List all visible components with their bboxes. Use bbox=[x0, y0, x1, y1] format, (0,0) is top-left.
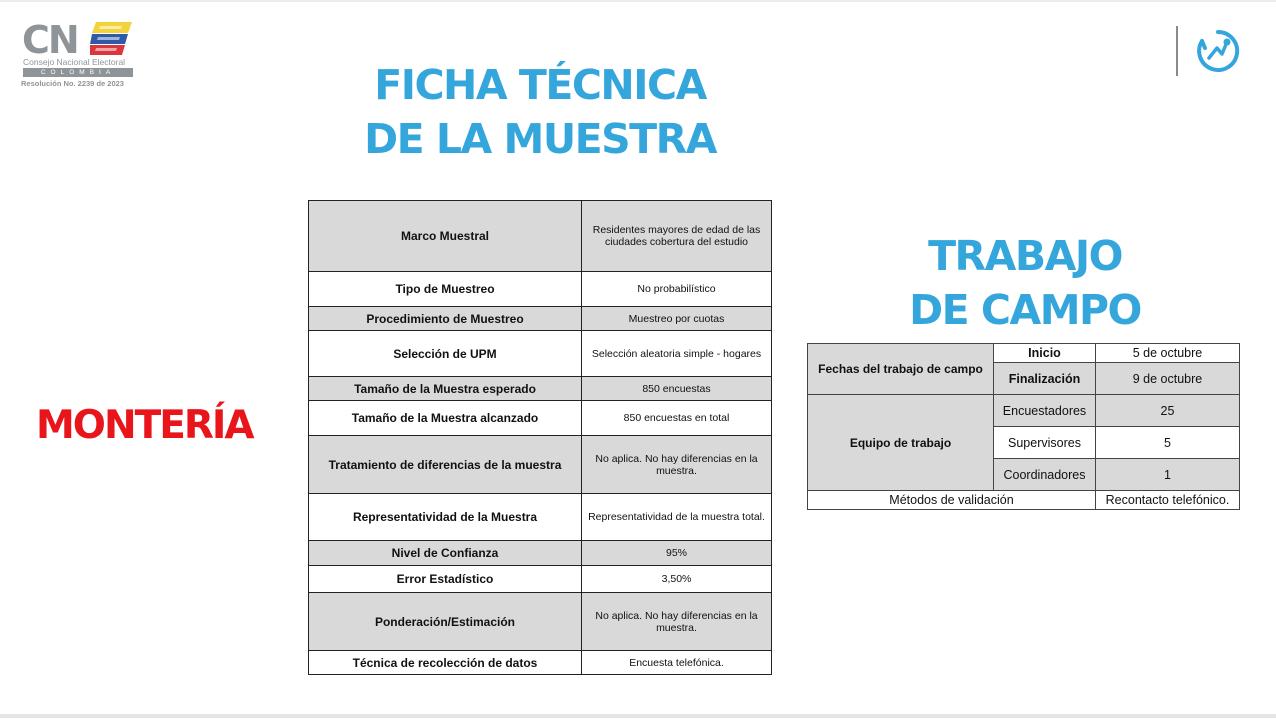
circular-d-logo-icon bbox=[1195, 28, 1241, 74]
cne-name: Consejo Nacional Electoral bbox=[23, 57, 126, 67]
row-label: Nivel de Confianza bbox=[309, 541, 582, 566]
table-row bbox=[808, 395, 1240, 427]
row-label: Tipo de Muestreo bbox=[309, 272, 582, 307]
row-value: Selección aleatoria simple - hogares bbox=[582, 331, 772, 377]
row-label: Selección de UPM bbox=[309, 331, 582, 377]
row-label: Tamaño de la Muestra esperado bbox=[309, 377, 582, 401]
row-value: No aplica. No hay diferencias en la muestra. bbox=[582, 593, 772, 651]
cne-logo-letters: CN bbox=[22, 18, 78, 62]
table-row bbox=[309, 331, 772, 377]
equipo-count: 1 bbox=[1096, 459, 1240, 491]
equipo-role: Supervisores bbox=[994, 427, 1096, 459]
row-value: Residentes mayores de edad de las ciudades cobertura del estudio bbox=[582, 201, 772, 272]
row-label: Tamaño de la Muestra alcanzado bbox=[309, 401, 582, 436]
validacion-value: Recontacto telefónico. bbox=[1096, 491, 1240, 510]
top-border bbox=[0, 0, 1276, 2]
finalizacion-label: Finalización bbox=[994, 363, 1096, 395]
cne-country: COLOMBIA bbox=[23, 68, 133, 77]
logo-divider bbox=[1176, 26, 1178, 76]
row-value: 850 encuestas bbox=[582, 377, 772, 401]
trabajo-title-line2: DE CAMPO bbox=[909, 286, 1141, 334]
table-row bbox=[309, 307, 772, 331]
table-row bbox=[808, 491, 1240, 510]
row-value: No aplica. No hay diferencias en la muestra. bbox=[582, 436, 772, 494]
bottom-border bbox=[0, 714, 1276, 718]
table-row bbox=[309, 541, 772, 566]
equipo-role: Encuestadores bbox=[994, 395, 1096, 427]
row-label: Técnica de recolección de datos bbox=[309, 651, 582, 675]
ficha-tecnica-table bbox=[308, 200, 772, 675]
row-label: Procedimiento de Muestreo bbox=[309, 307, 582, 331]
table-row bbox=[309, 593, 772, 651]
table-row bbox=[309, 494, 772, 541]
row-value: 850 encuestas en total bbox=[582, 401, 772, 436]
fechas-label: Fechas del trabajo de campo bbox=[808, 344, 994, 395]
inicio-value: 5 de octubre bbox=[1096, 344, 1240, 363]
equipo-count: 25 bbox=[1096, 395, 1240, 427]
ficha-title-line1: FICHA TÉCNICA bbox=[374, 61, 706, 109]
row-label: Marco Muestral bbox=[309, 201, 582, 272]
table-row bbox=[309, 201, 772, 272]
row-value: Representatividad de la muestra total. bbox=[582, 494, 772, 541]
inicio-label: Inicio bbox=[994, 344, 1096, 363]
table-row bbox=[309, 401, 772, 436]
row-label: Ponderación/Estimación bbox=[309, 593, 582, 651]
cne-logo bbox=[20, 20, 140, 90]
ficha-title-line2: DE LA MUESTRA bbox=[364, 115, 716, 163]
cne-resolution: Resolución No. 2239 de 2023 bbox=[21, 79, 124, 88]
row-value: Encuesta telefónica. bbox=[582, 651, 772, 675]
table-row bbox=[808, 344, 1240, 363]
equipo-label: Equipo de trabajo bbox=[808, 395, 994, 491]
row-value: 95% bbox=[582, 541, 772, 566]
row-label: Error Estadístico bbox=[309, 566, 582, 593]
trabajo-title-line1: TRABAJO bbox=[928, 232, 1122, 280]
trabajo-campo-table bbox=[807, 343, 1240, 510]
table-row bbox=[309, 272, 772, 307]
table-row bbox=[309, 566, 772, 593]
table-row bbox=[309, 377, 772, 401]
validacion-label: Métodos de validación bbox=[808, 491, 1096, 510]
cne-flag-icon bbox=[90, 22, 132, 56]
row-value: 3,50% bbox=[582, 566, 772, 593]
table-row bbox=[309, 651, 772, 675]
row-label: Representatividad de la Muestra bbox=[309, 494, 582, 541]
city-title: MONTERÍA bbox=[36, 403, 253, 448]
equipo-role: Coordinadores bbox=[994, 459, 1096, 491]
finalizacion-value: 9 de octubre bbox=[1096, 363, 1240, 395]
table-row bbox=[309, 436, 772, 494]
equipo-count: 5 bbox=[1096, 427, 1240, 459]
row-label: Tratamiento de diferencias de la muestra bbox=[309, 436, 582, 494]
row-value: Muestreo por cuotas bbox=[582, 307, 772, 331]
row-value: No probabilístico bbox=[582, 272, 772, 307]
